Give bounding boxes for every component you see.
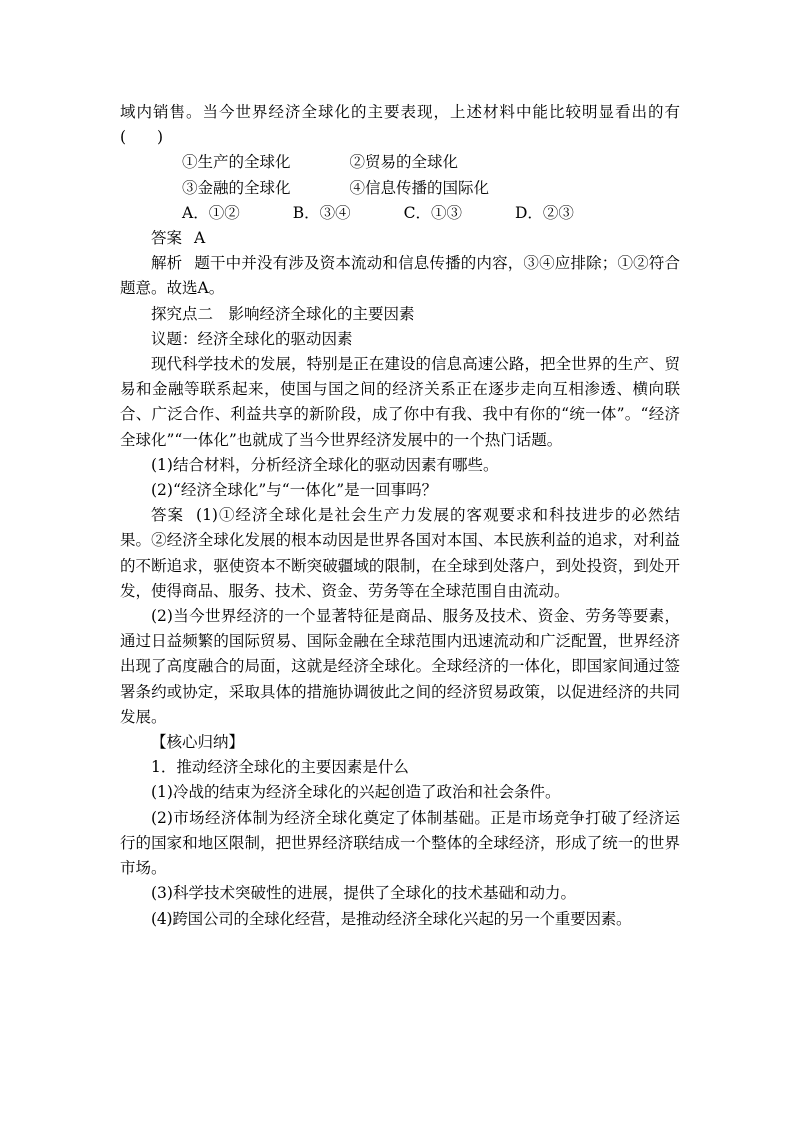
option-4: ④信息传播的国际化 [349, 178, 490, 197]
answer-line [120, 226, 680, 251]
answer-value: A [194, 229, 206, 248]
question-continuation: 域内销售。当今世界经济全球化的主要表现，上述材料中能比较明显看出的有( ) [120, 103, 680, 147]
core-item: (1)冷战的结束为经济全球化的兴起创造了政治和社会条件。 [151, 783, 561, 802]
document-body [120, 100, 680, 932]
analysis-paragraph [120, 251, 680, 301]
options-row-2 [120, 176, 680, 201]
material-paragraph: 现代科学技术的发展，特别是正在建设的信息高速公路，把全世界的生产、贸易和金融等联系起来，使国与国之间的经济关系正在逐步走向互相渗透、横向联合、广泛合作、利益共享的新阶段，成了你中有我、我中有你的“统一体”。“经济全球化”“一体化”也就成了当今世界经济发展中的一个热门话题。 [120, 355, 680, 449]
core-item: (3)科学技术突破性的进展，提供了全球化的技术基础和动力。 [151, 884, 576, 903]
answer-2-part-1 [120, 503, 680, 604]
core-item: (2)市场经济体制为经济全球化奠定了体制基础。正是市场竞争打破了经济运行的国家和地区限制，把世界经济联结成一个整体的全球经济，形成了统一的世界市场。 [120, 808, 680, 878]
option-2: ②贸易的全球化 [349, 153, 459, 172]
topic-line: 议题：经济全球化的驱动因素 [151, 329, 353, 348]
answer-2-label: 答案 [151, 506, 185, 525]
question-1: (1)结合材料，分析经济全球化的驱动因素有哪些。 [151, 455, 499, 474]
choice-d: D．②③ [514, 203, 574, 222]
choice-c: C．①③ [403, 203, 462, 222]
answer-2-part-2: (2)当今世界经济的一个显著特征是商品、服务及技术、资金、劳务等要素，通过日益频繁的国际贸易、国际金融在全球范围内迅速流动和广泛配置，世界经济出现了高度融合的局面，这就是经济全球化。全球经济的一体化，即国家间通过签署条约或协定，采取具体的措施协调彼此之间的经济贸易政策，以促进经济的共同发展。 [120, 607, 680, 726]
option-1: ①生产的全球化 [182, 153, 291, 172]
option-3: ③金融的全球化 [182, 178, 291, 197]
core-item: (4)跨国公司的全球化经营，是推动经济全球化兴起的另一个重要因素。 [151, 909, 632, 928]
choice-b: B．③④ [292, 203, 351, 222]
options-row-1 [120, 150, 680, 175]
analysis-label: 解析 [151, 254, 183, 273]
core-question: 1．推动经济全球化的主要因素是什么 [151, 758, 409, 777]
answer-label: 答案 [151, 229, 183, 248]
section-title: 探究点二 影响经济全球化的主要因素 [151, 304, 415, 323]
core-title: 【核心归纳】 [151, 733, 245, 752]
answer-2-part-1-text: (1)①经济全球化是社会生产力发展的客观要求和科技进步的必然结果。②经济全球化发展的根本动因是世界各国对本国、本民族利益的追求，对利益的不断追求，驱使资本不断突破疆域的限制，在全球到处落户，到处投资，到处开发，使得商品、服务、技术、资金、劳务等在全球范围自由流动。 [120, 506, 680, 600]
question-2: (2)“经济全球化”与“一体化”是一回事吗？ [151, 481, 438, 500]
analysis-text: 题干中并没有涉及资本流动和信息传播的内容，③④应排除；①②符合题意。故选A。 [120, 254, 680, 298]
choice-a: A．①② [182, 203, 240, 222]
choices-row [120, 201, 680, 226]
